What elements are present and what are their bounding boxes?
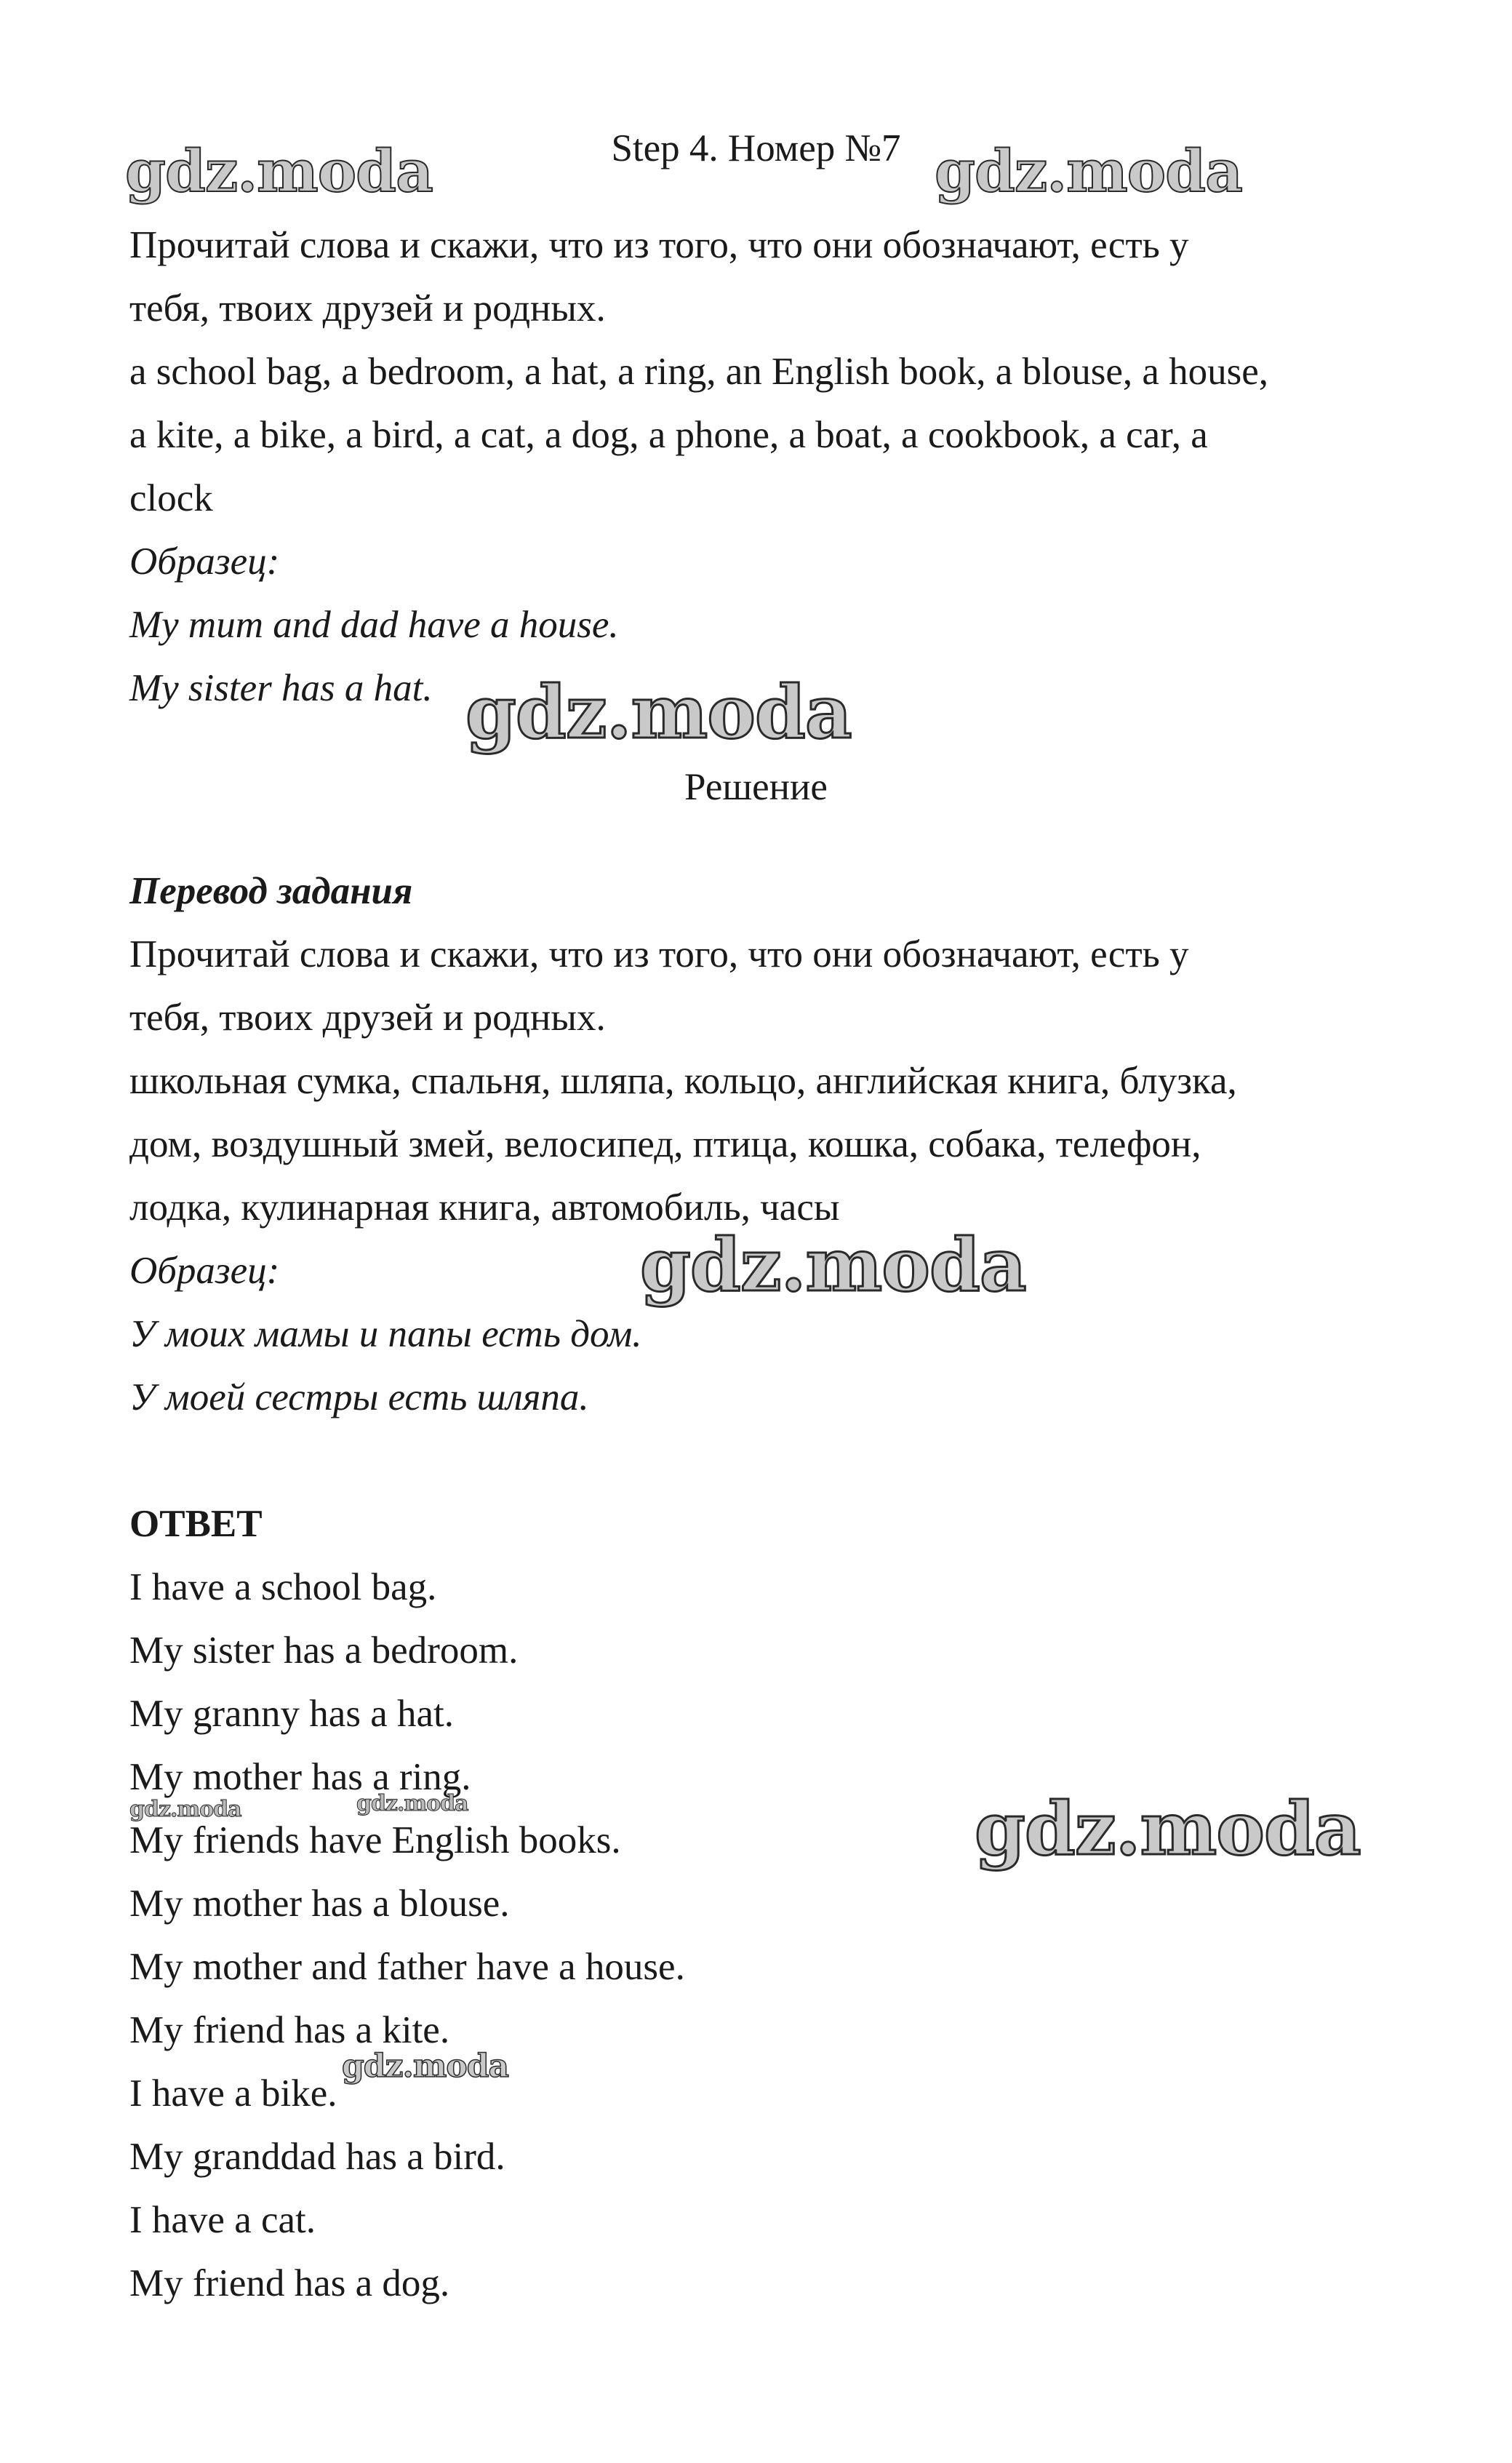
answer-line: My mother has a blouse. [129, 1883, 510, 1925]
answer-line: My granny has a hat. [129, 1693, 454, 1735]
answer-line: My friends have English books. [129, 1819, 621, 1861]
translation-example-2: У моей сестры есть шляпа. [129, 1376, 589, 1418]
answer-line: I have a bike. [129, 2072, 337, 2115]
task-words-line-2: a kite, a bike, a bird, a cat, a dog, a phone, a boat, a cookbook, a car, a [129, 414, 1208, 456]
task-example-2: My sister has a hat. [129, 667, 433, 709]
task-words-line-3: clock [129, 477, 213, 519]
page-title: Step 4. Номер №7 [611, 127, 901, 169]
translation-heading: Перевод задания [129, 870, 413, 912]
answer-line: My friend has a dog. [129, 2262, 450, 2304]
answer-line: My friend has a kite. [129, 2009, 450, 2051]
task-words-line-1: a school bag, a bedroom, a hat, a ring, an English book, a blouse, a house, [129, 351, 1269, 393]
answer-line: My granddad has a bird. [129, 2136, 505, 2178]
translation-example-label: Образец: [129, 1250, 280, 1292]
answer-line: My mother and father have a house. [129, 1946, 685, 1988]
task-instruction-line-2: тебя, твоих друзей и родных. [129, 287, 606, 330]
answer-line: I have a cat. [129, 2199, 316, 2241]
translation-instruction-line-1: Прочитай слова и скажи, что из того, что они обозначают, есть у [129, 933, 1189, 975]
task-example-1: My mum and dad have a house. [129, 604, 619, 646]
task-instruction-line-1: Прочитай слова и скажи, что из того, что они обозначают, есть у [129, 224, 1189, 266]
watermark-logo: gdz.moda [935, 137, 1242, 205]
translation-instruction-line-2: тебя, твоих друзей и родных. [129, 997, 606, 1039]
answer-line: My sister has a bedroom. [129, 1629, 519, 1672]
watermark-logo: gdz.moda [640, 1222, 1026, 1308]
watermark-logo: gdz.moda [125, 137, 433, 205]
solution-heading: Решение [684, 766, 828, 808]
answer-line: My mother has a ring. [129, 1756, 471, 1798]
watermark-logo: gdz.moda [975, 1786, 1361, 1872]
answer-line: I have a school bag. [129, 1566, 437, 1608]
translation-words-line-3: лодка, кулинарная книга, автомобиль, часы [129, 1186, 840, 1229]
watermark-logo: gdz.moda [356, 1791, 468, 1816]
translation-words-line-1: школьная сумка, спальня, шляпа, кольцо, английская книга, блузка, [129, 1060, 1237, 1102]
watermark-logo: gdz.moda [342, 2048, 509, 2085]
task-example-label: Образец: [129, 540, 280, 583]
watermark-logo: gdz.moda [129, 1797, 241, 1822]
translation-example-1: У моих мамы и папы есть дом. [129, 1313, 642, 1355]
translation-words-line-2: дом, воздушный змей, велосипед, птица, кошка, собака, телефон, [129, 1123, 1201, 1165]
answer-heading: ОТВЕТ [129, 1503, 263, 1545]
watermark-logo: gdz.moda [465, 669, 852, 755]
